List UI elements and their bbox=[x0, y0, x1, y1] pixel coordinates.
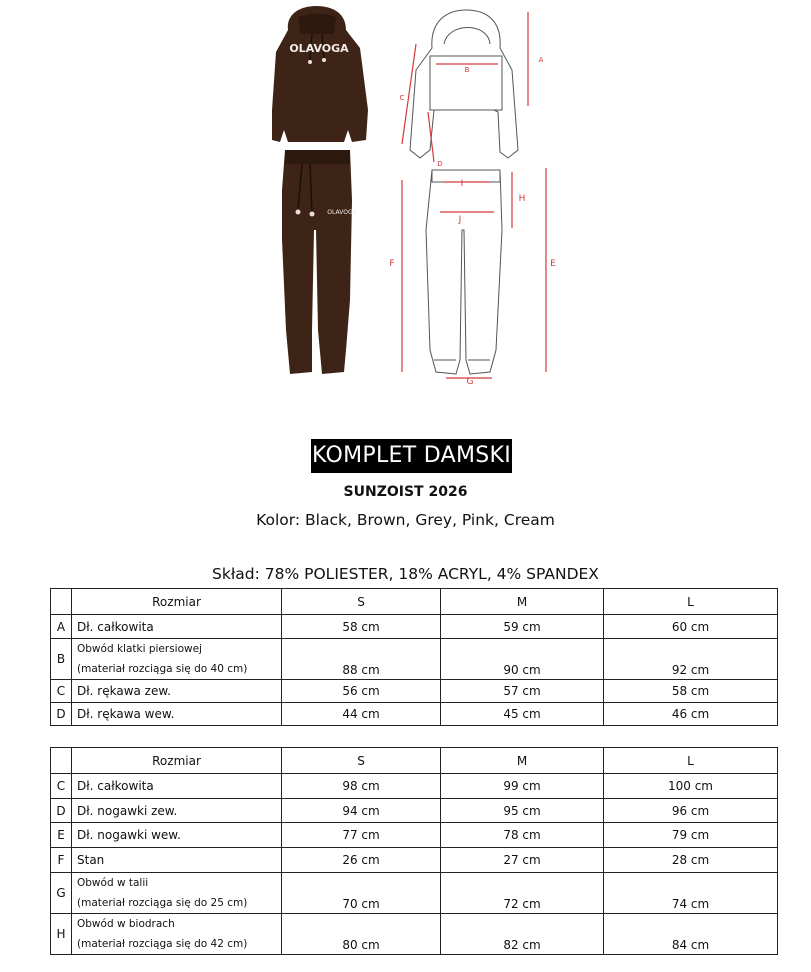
value-s: 70 cm bbox=[282, 873, 441, 914]
row-code: C bbox=[51, 680, 72, 703]
table-header-row bbox=[51, 589, 778, 615]
table-row bbox=[51, 823, 778, 848]
table-row bbox=[51, 680, 778, 703]
row-code: H bbox=[51, 914, 72, 955]
header-code-cell bbox=[51, 589, 72, 615]
label-A: A bbox=[538, 56, 544, 64]
table-row bbox=[51, 703, 778, 726]
color-options: Kolor: Black, Brown, Grey, Pink, Cream bbox=[256, 511, 555, 529]
page-title: KOMPLET DAMSKI bbox=[311, 439, 512, 473]
table-header-row bbox=[51, 748, 778, 774]
row-note: (materiał rozciąga się do 40 cm) bbox=[77, 663, 248, 675]
value-m: 95 cm bbox=[441, 799, 604, 823]
value-l: 79 cm bbox=[604, 823, 778, 848]
label-E: E bbox=[550, 259, 556, 269]
product-illustration bbox=[270, 0, 560, 390]
value-s: 26 cm bbox=[282, 848, 441, 873]
row-label-cell bbox=[72, 914, 282, 955]
header-size-label: Rozmiar bbox=[72, 748, 282, 774]
value-s: 77 cm bbox=[282, 823, 441, 848]
row-code: B bbox=[51, 639, 72, 680]
label-H: H bbox=[518, 194, 526, 204]
label-J: J bbox=[458, 215, 462, 225]
row-label-cell bbox=[72, 639, 282, 680]
value-m: 57 cm bbox=[441, 680, 604, 703]
row-label: Obwód w biodrach bbox=[77, 918, 175, 930]
table-row bbox=[51, 799, 778, 823]
header-size-label: Rozmiar bbox=[72, 589, 282, 615]
row-label: Obwód w talii bbox=[77, 877, 149, 889]
value-m: 99 cm bbox=[441, 774, 604, 799]
value-l: 84 cm bbox=[604, 914, 778, 955]
header-size-m: M bbox=[441, 589, 604, 615]
value-m: 72 cm bbox=[441, 873, 604, 914]
header-size-s: S bbox=[282, 589, 441, 615]
value-m: 90 cm bbox=[441, 639, 604, 680]
row-code: D bbox=[51, 703, 72, 726]
header-size-s: S bbox=[282, 748, 441, 774]
value-s: 94 cm bbox=[282, 799, 441, 823]
collection-subtitle: SUNZOIST 2026 bbox=[343, 484, 468, 500]
header-code-cell bbox=[51, 748, 72, 774]
table-row bbox=[51, 615, 778, 639]
row-label-cell bbox=[72, 873, 282, 914]
hoodie-diagram bbox=[410, 10, 518, 158]
value-l: 60 cm bbox=[604, 615, 778, 639]
label-F: F bbox=[389, 259, 395, 269]
table-row bbox=[51, 848, 778, 873]
value-l: 74 cm bbox=[604, 873, 778, 914]
row-note: (materiał rozciąga się do 42 cm) bbox=[77, 938, 248, 950]
value-s: 56 cm bbox=[282, 680, 441, 703]
value-s: 58 cm bbox=[282, 615, 441, 639]
pants-logo-text: OLAVOGA bbox=[327, 209, 357, 216]
table-row bbox=[51, 774, 778, 799]
row-code: C bbox=[51, 774, 72, 799]
row-label: Obwód klatki piersiowej bbox=[77, 643, 202, 655]
row-label: Dł. całkowita bbox=[72, 774, 282, 799]
table-row bbox=[51, 873, 778, 914]
pants-size-table bbox=[50, 747, 778, 955]
value-l: 28 cm bbox=[604, 848, 778, 873]
pants-diagram bbox=[426, 170, 502, 374]
header-size-l: L bbox=[604, 589, 778, 615]
value-l: 46 cm bbox=[604, 703, 778, 726]
row-note: (materiał rozciąga się do 25 cm) bbox=[77, 897, 248, 909]
value-s: 80 cm bbox=[282, 914, 441, 955]
row-code: G bbox=[51, 873, 72, 914]
row-code: E bbox=[51, 823, 72, 848]
label-G: G bbox=[466, 377, 474, 387]
value-m: 45 cm bbox=[441, 703, 604, 726]
row-code: F bbox=[51, 848, 72, 873]
label-C: C bbox=[399, 94, 405, 102]
value-m: 78 cm bbox=[441, 823, 604, 848]
value-m: 82 cm bbox=[441, 914, 604, 955]
row-label: Dł. nogawki wew. bbox=[72, 823, 282, 848]
row-code: A bbox=[51, 615, 72, 639]
header-size-m: M bbox=[441, 748, 604, 774]
value-s: 44 cm bbox=[282, 703, 441, 726]
header-size-l: L bbox=[604, 748, 778, 774]
value-m: 59 cm bbox=[441, 615, 604, 639]
value-l: 58 cm bbox=[604, 680, 778, 703]
value-s: 98 cm bbox=[282, 774, 441, 799]
row-label: Stan bbox=[72, 848, 282, 873]
label-I: I bbox=[460, 179, 464, 189]
label-B: B bbox=[464, 66, 470, 74]
value-l: 100 cm bbox=[604, 774, 778, 799]
value-l: 96 cm bbox=[604, 799, 778, 823]
composition-text: Skład: 78% POLIESTER, 18% ACRYL, 4% SPANDEX bbox=[212, 565, 599, 583]
table-row bbox=[51, 914, 778, 955]
row-label: Dł. całkowita bbox=[72, 615, 282, 639]
hoodie-size-table bbox=[50, 588, 778, 726]
pants-photo bbox=[282, 150, 358, 374]
hoodie-logo-text: OLAVOGA bbox=[289, 42, 349, 55]
value-m: 27 cm bbox=[441, 848, 604, 873]
table-row bbox=[51, 639, 778, 680]
row-label: Dł. rękawa zew. bbox=[72, 680, 282, 703]
value-l: 92 cm bbox=[604, 639, 778, 680]
row-label: Dł. nogawki zew. bbox=[72, 799, 282, 823]
label-D: D bbox=[437, 160, 443, 168]
value-s: 88 cm bbox=[282, 639, 441, 680]
hoodie-photo bbox=[272, 6, 368, 142]
row-code: D bbox=[51, 799, 72, 823]
row-label: Dł. rękawa wew. bbox=[72, 703, 282, 726]
